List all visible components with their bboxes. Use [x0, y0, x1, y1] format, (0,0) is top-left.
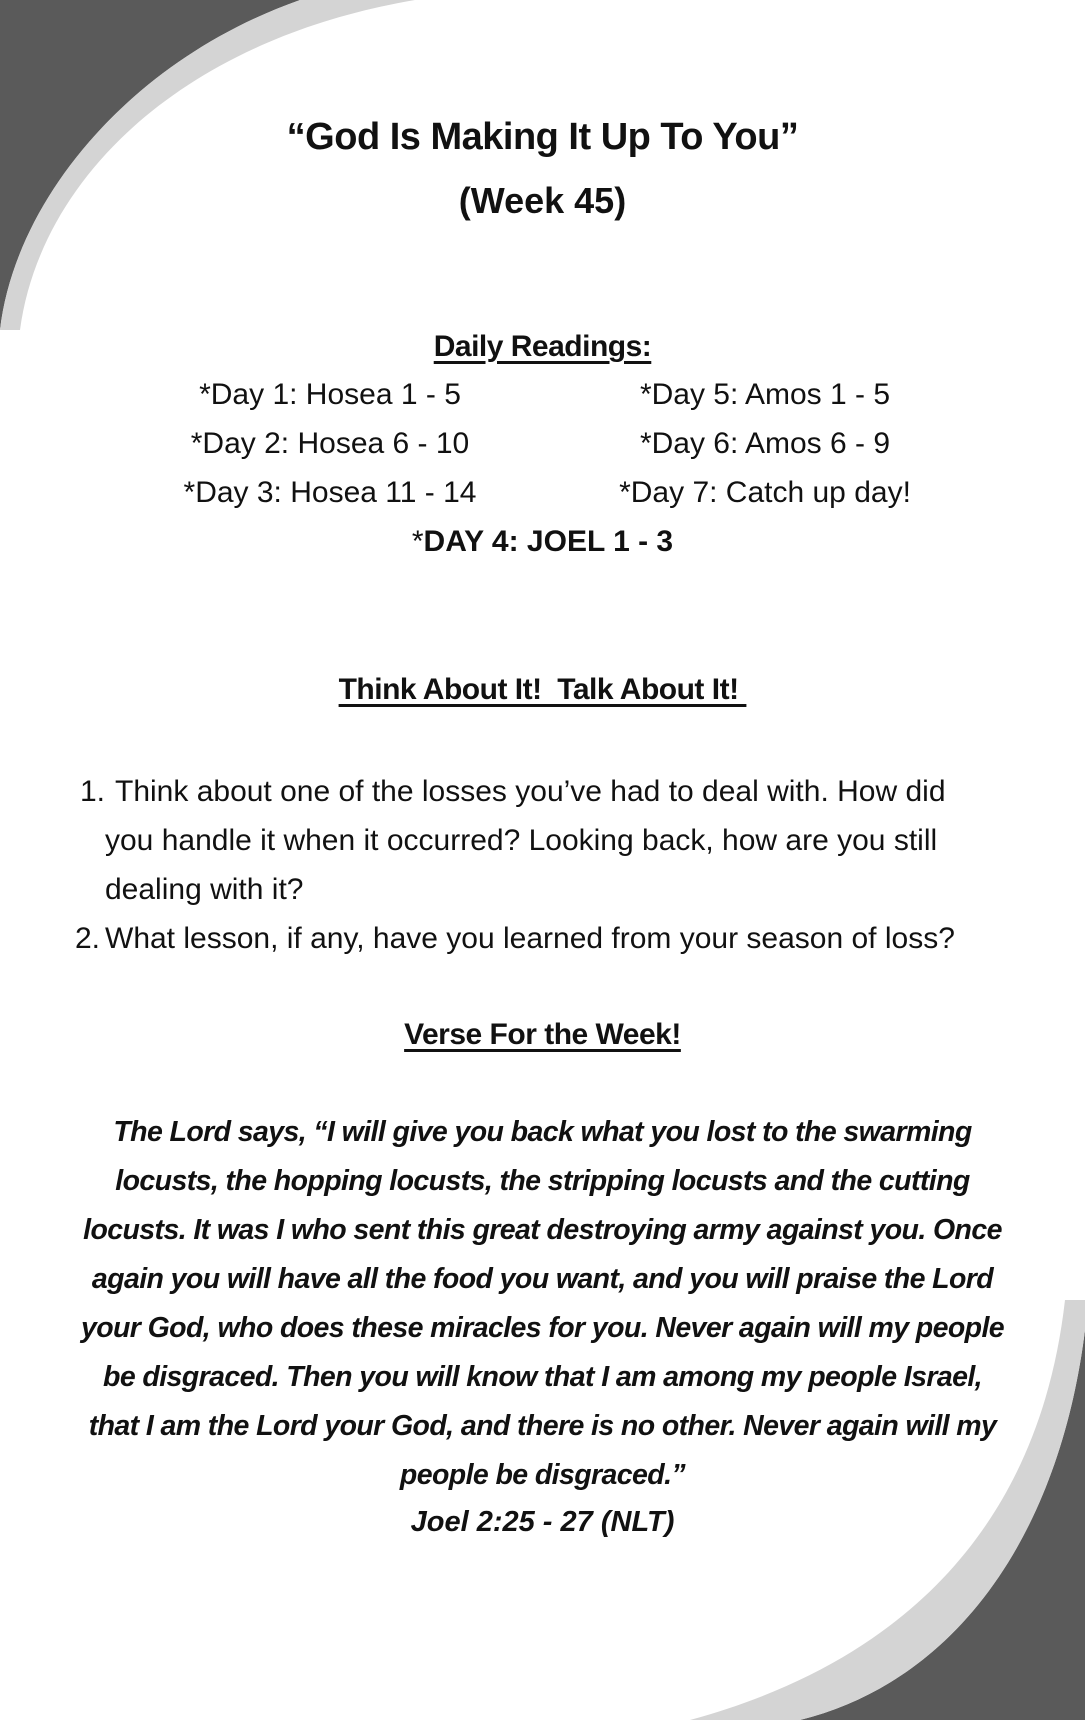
- question-2-number: 2.: [75, 922, 101, 955]
- reading-day-5: *Day 5: Amos 1 - 5: [639, 378, 891, 411]
- reading-day-2: *Day 2: Hosea 6 - 10: [190, 427, 470, 460]
- verse-reference: Joel 2:25 - 27 (NLT): [410, 1506, 675, 1538]
- reading-day-3: *Day 3: Hosea 11 - 14: [183, 476, 477, 509]
- verse-line: The Lord says, “I will give you back what you lost to the swarming: [113, 1116, 972, 1148]
- verse-line: be disgraced. Then you will know that I am among my people Israel,: [103, 1361, 982, 1393]
- verse-line: again you will have all the food you want, and you will praise the Lord: [91, 1263, 994, 1295]
- verse-line: your God, who does these miracles for you. Never again will my people: [80, 1312, 1005, 1344]
- week-label: (Week 45): [458, 180, 627, 221]
- highlight-star: *: [411, 525, 424, 558]
- discussion-heading: Think About It! Talk About It!: [338, 673, 747, 706]
- verse-line: locusts, the hopping locusts, the stripping locusts and the cutting: [115, 1165, 970, 1197]
- verse-line: that I am the Lord your God, and there is no other. Never again will my: [88, 1410, 997, 1442]
- question-2-line-1: What lesson, if any, have you learned from your season of loss?: [105, 922, 955, 955]
- verse-heading: Verse For the Week!: [404, 1018, 681, 1051]
- daily-readings-heading: Daily Readings:: [433, 330, 652, 363]
- question-1-line-3: dealing with it?: [105, 873, 304, 906]
- reading-day-6: *Day 6: Amos 6 - 9: [639, 427, 891, 460]
- reading-day-4-highlight: [0, 525, 1085, 559]
- question-1-number: 1.: [80, 775, 106, 808]
- page-title: “God Is Making It Up To You”: [286, 116, 799, 158]
- question-1-line-1: Think about one of the losses you’ve had to deal with. How did: [115, 775, 946, 808]
- reading-day-1: *Day 1: Hosea 1 - 5: [199, 378, 461, 411]
- question-1-line-2: you handle it when it occurred? Looking back, how are you still: [105, 824, 938, 857]
- verse-text: [40, 1108, 1045, 1500]
- reading-day-7: *Day 7: Catch up day!: [619, 476, 911, 509]
- verse-line: locusts. It was I who sent this great destroying army against you. Once: [83, 1214, 1002, 1246]
- highlight-text: DAY 4: JOEL 1 - 3: [423, 525, 674, 558]
- verse-line: people be disgraced.”: [399, 1459, 686, 1491]
